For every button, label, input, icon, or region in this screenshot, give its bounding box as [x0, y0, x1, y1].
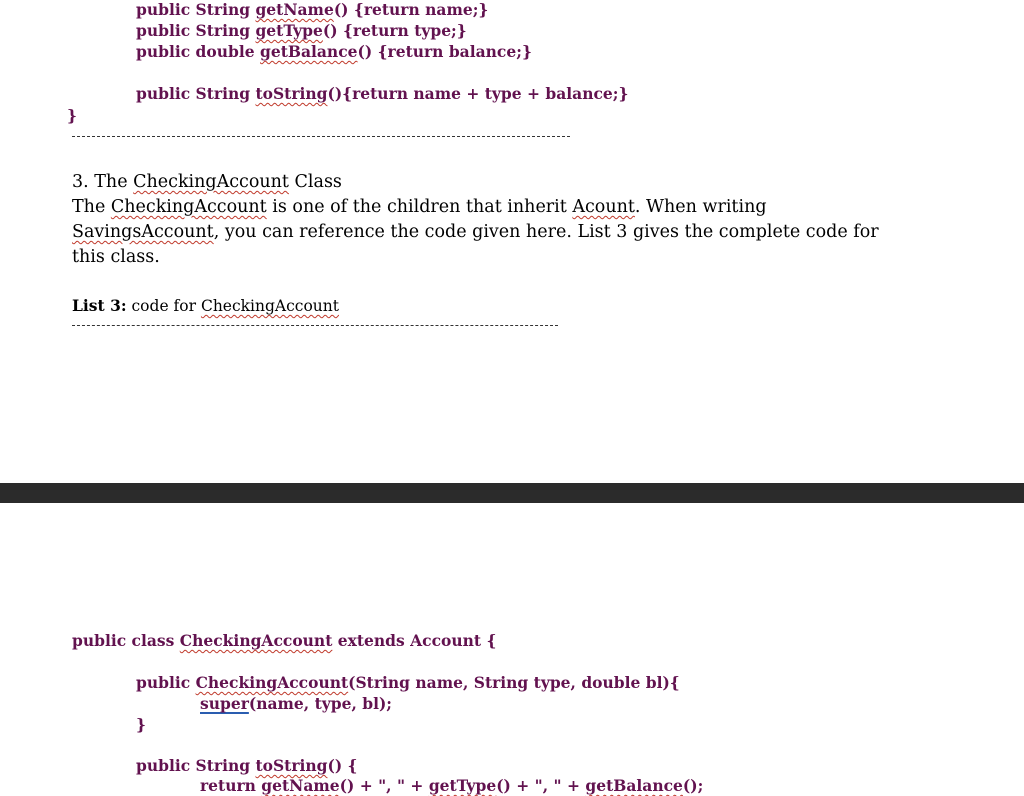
- code-constructor: public CheckingAccount(String name, String type, double bl){: [136, 673, 680, 692]
- code-tostring: public String toString() {: [136, 756, 358, 775]
- paragraph-line-3: this class.: [72, 247, 160, 267]
- code-return-statement: return getName() + ", " + getType() + ", " + getBalance();: [200, 776, 704, 795]
- paragraph-line-1: The CheckingAccount is one of the children that inherit Acount. When writing: [72, 197, 767, 217]
- code-constructor-close: }: [136, 715, 146, 734]
- code-class-declaration: public class CheckingAccount extends Account {: [72, 631, 497, 650]
- paragraph-line-2: SavingsAccount, you can reference the code given here. List 3 gives the complete code for: [72, 222, 879, 242]
- code-super-call: super(name, type, bl);: [200, 694, 393, 713]
- dashed-separator-list: [72, 325, 558, 326]
- section-heading: 3. The CheckingAccount Class: [72, 172, 342, 192]
- code-line-gettype: public String getType() {return type;}: [136, 21, 467, 40]
- code-closing-brace: }: [67, 106, 77, 125]
- page-break: [0, 483, 1024, 503]
- code-line-getbalance: public double getBalance() {return balance;}: [136, 42, 532, 61]
- code-line-tostring: public String toString(){return name + type + balance;}: [136, 84, 629, 103]
- dashed-separator: [72, 136, 570, 137]
- document-page-bottom: [0, 503, 1024, 795]
- list-label: List 3: code for CheckingAccount: [72, 296, 339, 315]
- code-line-getname: public String getName() {return name;}: [136, 0, 489, 19]
